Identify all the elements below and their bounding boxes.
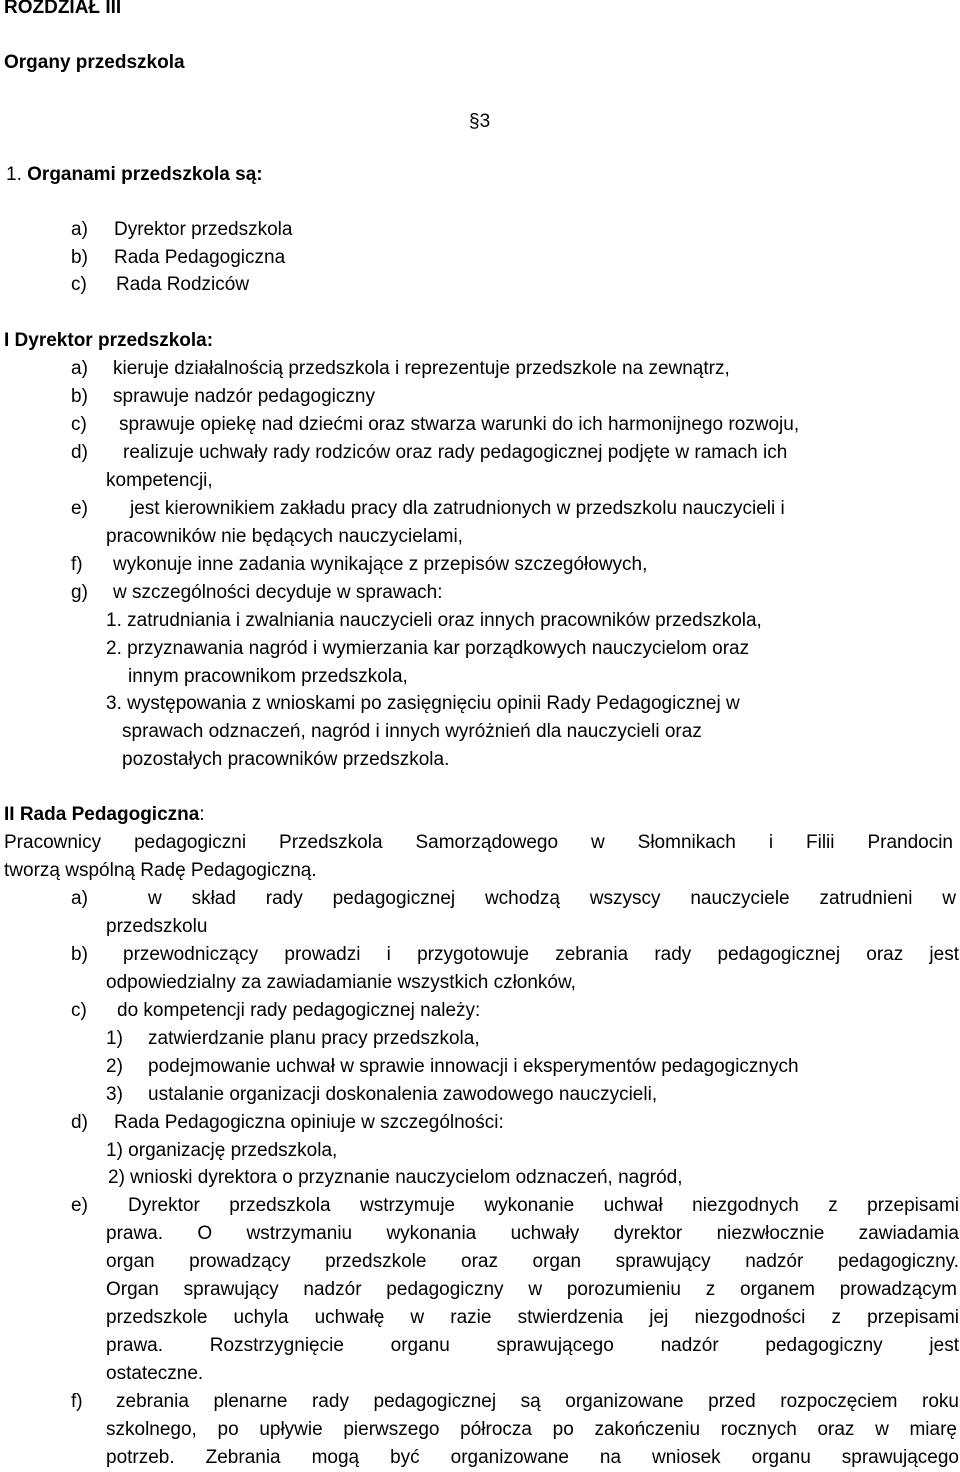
list-text: ustalanie organizacji doskonalenia zawodowego nauczycieli, — [148, 1084, 658, 1105]
dyrektor-item-b — [71, 383, 375, 411]
list-marker: 1) — [106, 1028, 123, 1049]
rada-heading-text: II Rada Pedagogiczna — [4, 804, 200, 825]
rada-heading — [4, 801, 205, 829]
dyrektor-item-d — [71, 439, 956, 467]
rada-subitem-c2 — [106, 1053, 799, 1081]
dyrektor-item-a — [71, 355, 730, 383]
rada-item-e-cont: przedszkole uchyla uchwałę w razie stwierdzenia jej niezgodności z przepisami — [106, 1307, 959, 1328]
rada-heading-colon: : — [199, 804, 205, 825]
list-text: Rada Pedagogiczna — [114, 247, 286, 268]
list-text: realizuje uchwały rady rodziców oraz rady pedagogicznej podjęte w ramach ich — [123, 442, 788, 463]
list-text: wykonuje inne zadania wynikające z przepisów szczegółowych, — [113, 554, 648, 575]
list-text: Rada Pedagogiczna opiniuje w szczególności: — [114, 1112, 504, 1133]
dyrektor-subitem-3-cont: sprawach odznaczeń, nagród i innych wyróżnień dla nauczycieli oraz — [122, 721, 702, 742]
dyrektor-subitem-1: 1. zatrudniania i zwalniania nauczycieli oraz innych pracowników przedszkola, — [106, 610, 762, 631]
list-marker: g) — [71, 582, 88, 603]
rada-item-b — [71, 941, 959, 969]
dyrektor-item-e-cont: pracowników nie będących nauczycielami, — [106, 526, 463, 547]
rada-item-f — [71, 1388, 959, 1416]
list-text: podejmowanie uchwał w sprawie innowacji i eksperymentów pedagogicznych — [148, 1056, 799, 1077]
rada-item-e-cont: prawa. O wstrzymaniu wykonania uchwały dyrektor niezwłocznie zawiadamia — [106, 1223, 959, 1244]
list-text: Rada Rodziców — [116, 274, 250, 295]
rada-subitem-c1 — [106, 1025, 480, 1053]
rada-item-b-cont: odpowiedzialny za zawiadamianie wszystkich członków, — [106, 972, 576, 993]
list-marker: f) — [71, 554, 83, 575]
list-marker: d) — [71, 442, 88, 463]
rada-item-e-cont: prawa. Rozstrzygnięcie organu sprawującego nadzór pedagogiczny jest — [106, 1335, 959, 1356]
list-text: do kompetencji rady pedagogicznej należy: — [117, 1000, 481, 1021]
list-text: sprawuje nadzór pedagogiczny — [113, 386, 375, 407]
list-item-organ — [71, 216, 292, 244]
rada-item-e-cont: Organ sprawujący nadzór pedagogiczny w porozumieniu z organem prowadzącym — [106, 1279, 957, 1300]
rada-item-e-cont: organ prowadzący przedszkole oraz organ sprawujący nadzór pedagogiczny. — [106, 1251, 959, 1272]
dyrektor-item-d-cont: kompetencji, — [106, 470, 213, 491]
rada-item-e — [71, 1192, 959, 1220]
rada-item-f-cont: szkolnego, po upływie pierwszego półrocza po zakończeniu rocznych oraz w miarę — [106, 1419, 957, 1440]
dyrektor-subitem-3: 3. występowania z wnioskami po zasięgnięciu opinii Rady Pedagogicznej w — [106, 693, 740, 714]
list-marker: 2) — [106, 1056, 123, 1077]
list-marker: b) — [71, 247, 88, 268]
dyrektor-item-e — [71, 495, 785, 523]
paragraph-text: Organami przedszkola są: — [27, 164, 263, 185]
list-marker: 3) — [106, 1084, 123, 1105]
list-text: w skład rady pedagogicznej wchodzą wszyscy nauczyciele zatrudnieni w — [148, 888, 956, 909]
dyrektor-subitem-2-cont: innym pracownikom przedszkola, — [128, 666, 408, 687]
list-marker: a) — [71, 219, 88, 240]
rada-subitem-d2: 2) wnioski dyrektora o przyznanie nauczycielom odznaczeń, nagród, — [108, 1167, 683, 1188]
dyrektor-subitem-3-cont: pozostałych pracowników przedszkola. — [122, 749, 450, 770]
list-text: zatwierdzanie planu pracy przedszkola, — [148, 1028, 480, 1049]
paragraph-number: 1. — [6, 164, 22, 185]
dyrektor-heading: I Dyrektor przedszkola: — [4, 330, 214, 351]
rada-intro: Pracownicy pedagogiczni Przedszkola Samorządowego w Słomnikach i Filii Prandocin — [4, 832, 953, 853]
list-marker: d) — [71, 1112, 88, 1133]
rada-item-d — [71, 1109, 504, 1137]
list-text: w szczególności decyduje w sprawach: — [113, 582, 443, 603]
list-marker: b) — [71, 944, 88, 965]
list-marker: f) — [71, 1391, 83, 1412]
rada-item-a — [71, 885, 956, 913]
chapter-title: Organy przedszkola — [4, 52, 185, 73]
list-text: przewodniczący prowadzi i przygotowuje zebrania rady pedagogicznej oraz jest — [123, 944, 959, 965]
dyrektor-item-f — [71, 551, 647, 579]
list-marker: e) — [71, 1195, 88, 1216]
dyrektor-subitem-2: 2. przyznawania nagród i wymierzania kar porządkowych nauczycielom oraz — [106, 638, 750, 659]
rada-item-f-cont: potrzeb. Zebrania mogą być organizowane na wniosek organu sprawującego — [106, 1447, 959, 1468]
rada-intro-cont: tworzą wspólną Radę Pedagogiczną. — [4, 860, 317, 881]
list-text: jest kierownikiem zakładu pracy dla zatrudnionych w przedszkolu nauczycieli i — [130, 498, 785, 519]
list-marker: c) — [71, 414, 87, 435]
rada-subitem-d1: 1) organizację przedszkola, — [106, 1140, 338, 1161]
list-marker: a) — [71, 358, 88, 379]
list-item-organ — [71, 244, 285, 272]
list-marker: c) — [71, 274, 87, 295]
list-text: Dyrektor przedszkola wstrzymuje wykonanie uchwał niezgodnych z przepisami — [128, 1195, 959, 1216]
rada-item-e-cont: ostateczne. — [106, 1363, 204, 1384]
list-marker: e) — [71, 498, 88, 519]
paragraph-1 — [6, 161, 263, 189]
list-marker: b) — [71, 386, 88, 407]
dyrektor-item-c — [71, 411, 799, 439]
list-text: kieruje działalnością przedszkola i reprezentuje przedszkole na zewnątrz, — [113, 358, 730, 379]
list-marker: a) — [71, 888, 88, 909]
section-sign: §3 — [469, 111, 491, 132]
list-text: sprawuje opiekę nad dziećmi oraz stwarza warunki do ich harmonijnego rozwoju, — [119, 414, 800, 435]
chapter-heading: ROZDZIAŁ III — [4, 0, 122, 18]
list-text: zebrania plenarne rady pedagogicznej są organizowane przed rozpoczęciem roku — [116, 1391, 959, 1412]
list-item-organ — [71, 271, 249, 299]
list-marker: c) — [71, 1000, 87, 1021]
rada-item-c — [71, 997, 480, 1025]
rada-item-a-cont: przedszkolu — [106, 916, 208, 937]
list-text: Dyrektor przedszkola — [114, 219, 293, 240]
rada-subitem-c3 — [106, 1081, 657, 1109]
dyrektor-item-g — [71, 579, 443, 607]
